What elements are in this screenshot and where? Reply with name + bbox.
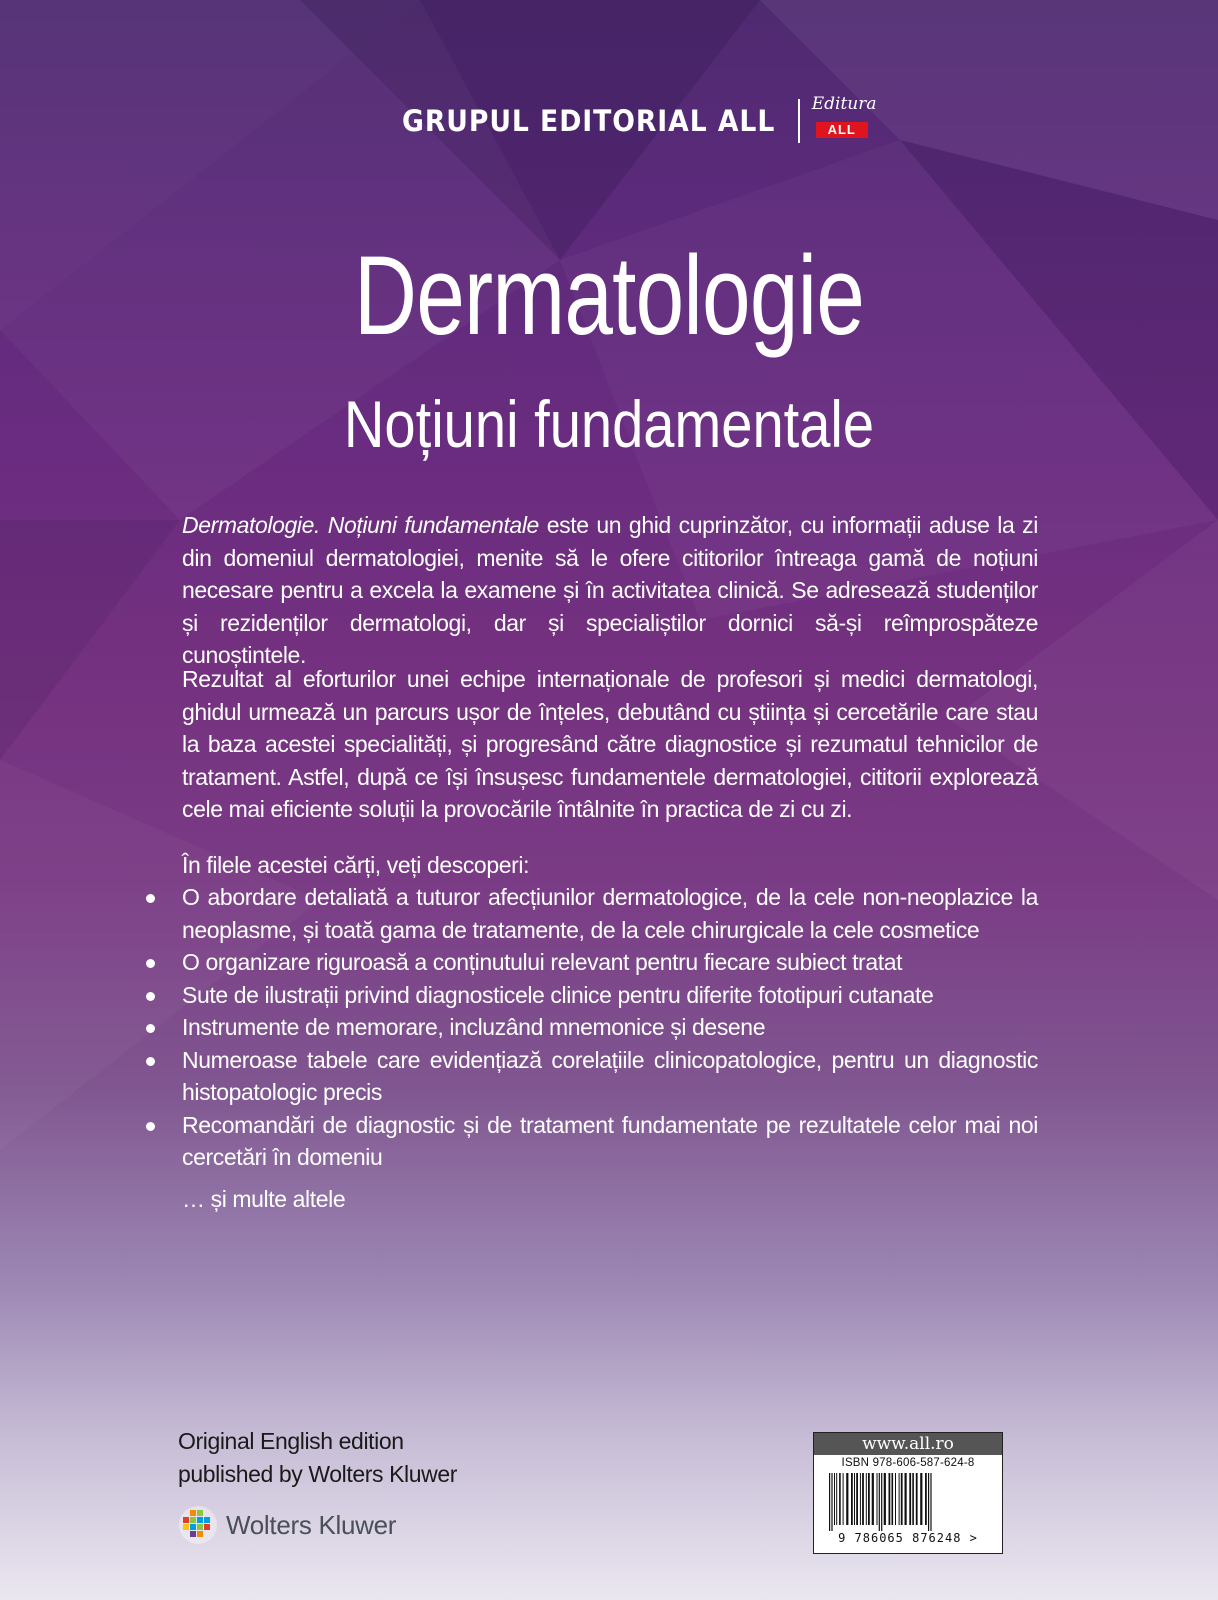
barcode-bar xyxy=(892,1473,894,1525)
barcode-bar xyxy=(930,1473,931,1531)
barcode-bar xyxy=(881,1473,882,1531)
feature-item: O abordare detaliată a tuturor afecțiunilor dermatologice, de la cele non-neoplazice la neoplasme, și toată gama de tratamente, de la cele chirurgicale la cele cosmetice xyxy=(140,881,1038,946)
all-logo-mark: ALL xyxy=(816,122,868,138)
barcode-bar xyxy=(836,1473,837,1525)
barcode-bar xyxy=(868,1473,870,1525)
wolters-kluwer-logo xyxy=(178,1505,396,1545)
barcode-bar xyxy=(872,1473,874,1525)
barcode-digits: 9 786065 876248 > xyxy=(838,1531,978,1545)
barcode-bar xyxy=(899,1473,900,1525)
barcode-bar xyxy=(851,1473,853,1525)
barcode-bar xyxy=(912,1473,914,1525)
wolters-kluwer-icon xyxy=(178,1505,218,1545)
original-edition-line-2: published by Wolters Kluwer xyxy=(178,1461,457,1487)
features-intro: În filele acestei cărți, veți descoperi: xyxy=(182,852,530,878)
barcode-bar xyxy=(829,1473,830,1531)
publisher-name: GRUPUL EDITORIAL ALL xyxy=(402,104,776,138)
description-paragraph-2: Rezultat al eforturilor unei echipe internaționale de profesori și medici dermatologi, ghidul urmează un parcurs ușor de înțeles, debutând cu știința și cercetările care stau la baza acestei specialități, și progresând către diagnostice și rezumatul tehnicilor de tratament. Astfel, după ce își însușesc fundamentele dermatologiei, cititorii explorează cele mai eficiente soluții la provocările întâlnite în practica de zi cu zi. xyxy=(182,666,1038,822)
description-paragraph-1 xyxy=(182,509,1038,672)
barcode-bar xyxy=(860,1473,861,1525)
original-edition-note xyxy=(178,1425,457,1491)
barcode-bar xyxy=(834,1473,835,1525)
barcode-bar xyxy=(866,1473,867,1525)
feature-item: Recomandări de diagnostic și de tratament fundamentate pe rezultatele celor mai noi cercetări în domeniu xyxy=(140,1109,1038,1174)
barcode-bar xyxy=(920,1473,922,1525)
barcode-bar xyxy=(925,1473,927,1525)
barcode-bar xyxy=(909,1473,911,1525)
publisher-header xyxy=(402,94,877,146)
editura-logo-script: Editura xyxy=(811,94,877,114)
barcode-bar xyxy=(862,1473,864,1525)
features-list xyxy=(140,881,1038,1174)
barcode-bar xyxy=(831,1473,832,1531)
barcode-bar xyxy=(901,1473,903,1525)
description-paragraph-1-text: este un ghid cuprinzător, cu informații aduse la zi din domeniul dermatologiei, menite să le ofere cititorilor întreaga gamă de noțiuni necesare pentru a excela la examene și în activitatea clinică. Se adresează studenților și rezidenților dermatologi, dar și specialiștilor dornici să-și reîmprospăteze cunoștintele. xyxy=(182,512,1038,668)
barcode-bar xyxy=(889,1473,891,1525)
publisher-website: www.all.ro xyxy=(814,1433,1002,1455)
barcode-bar xyxy=(905,1473,907,1525)
book-title: Dermatologie xyxy=(353,233,865,358)
barcode-bar xyxy=(884,1473,886,1525)
feature-item: Sute de ilustrații privind diagnosticele clinice pentru diferite fototipuri cutanate xyxy=(140,979,1038,1012)
wolters-kluwer-wordmark: Wolters Kluwer xyxy=(226,1509,397,1540)
publisher-divider xyxy=(798,99,800,143)
barcode-bar xyxy=(856,1473,858,1525)
barcode-bar xyxy=(879,1473,880,1531)
isbn-label: ISBN 978-606-587-624-8 xyxy=(841,1457,975,1469)
editura-all-logo xyxy=(810,94,877,144)
barcode-bar xyxy=(928,1473,929,1531)
features-outro: … și multe altele xyxy=(182,1186,346,1212)
barcode-bar xyxy=(846,1473,848,1525)
original-edition-line-1: Original English edition xyxy=(178,1428,404,1454)
feature-item: O organizare riguroasă a conținutului relevant pentru fiecare subiect tratat xyxy=(140,946,1038,979)
isbn-barcode xyxy=(823,1471,993,1531)
description-title-italic: Dermatologie. Noțiuni fundamentale xyxy=(182,512,539,538)
barcode-panel xyxy=(813,1432,1003,1554)
barcode-bar xyxy=(895,1473,896,1525)
barcode-bar xyxy=(854,1473,855,1525)
barcode-bar xyxy=(839,1473,841,1525)
barcode-bar xyxy=(843,1473,844,1525)
barcode-bar xyxy=(916,1473,918,1525)
feature-item: Numeroase tabele care evidențiază corelațiile clinicopatologice, pentru un diagnostic histopatologic precis xyxy=(140,1044,1038,1109)
book-subtitle: Noțiuni fundamentale xyxy=(343,387,875,461)
feature-item: Instrumente de memorare, incluzând mnemonice și desene xyxy=(140,1011,1038,1044)
barcode-bar xyxy=(877,1473,878,1525)
